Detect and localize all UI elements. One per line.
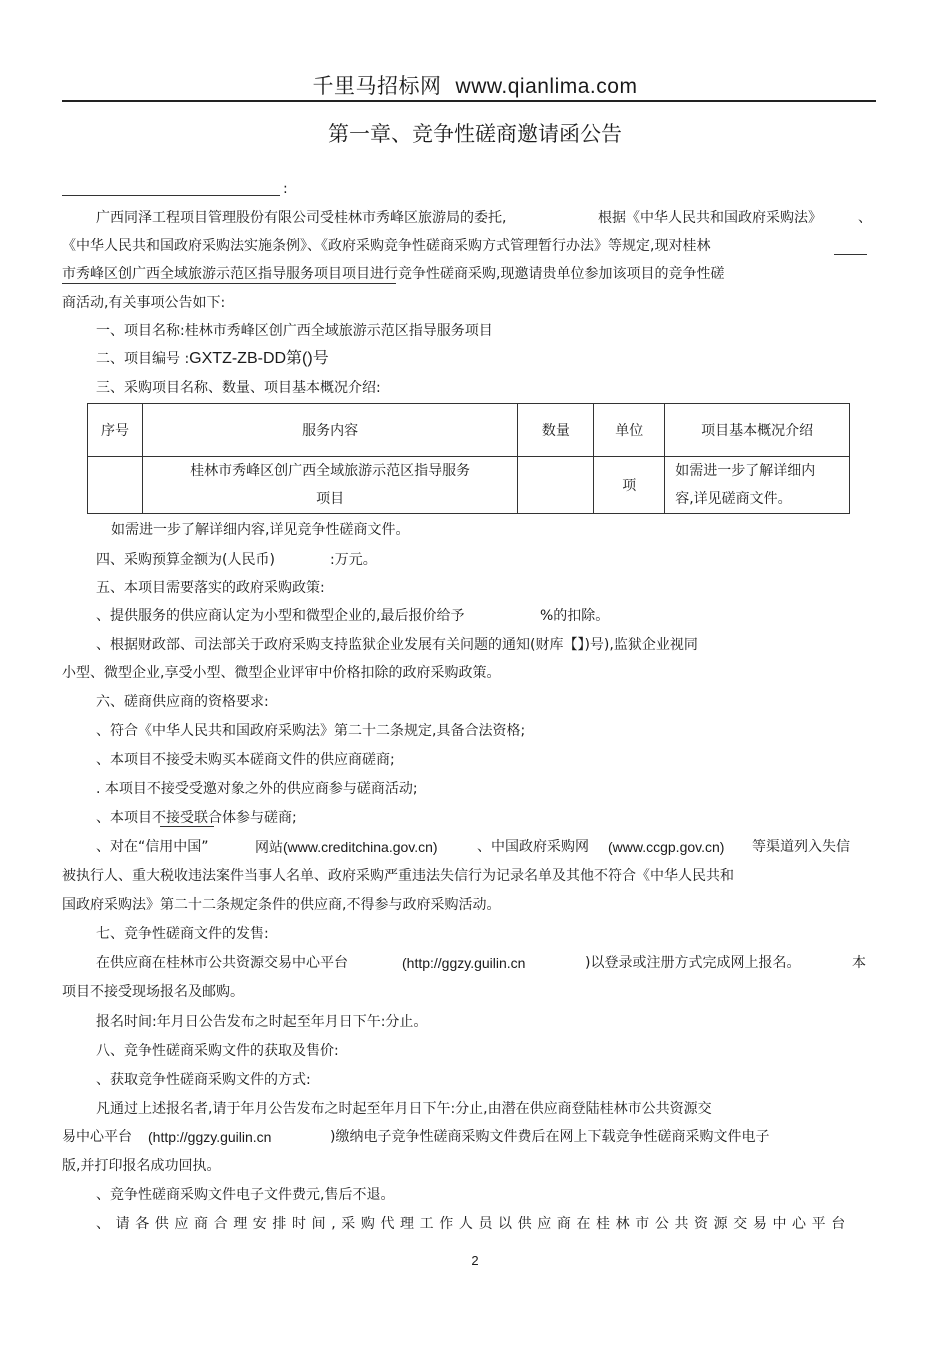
project-number-code: GXTZ-ZB-DD第()号 [189, 350, 329, 367]
addressee-blank-line [62, 195, 280, 196]
registration-a: 在供应商在桂林市公共资源交易中心平台 [96, 955, 348, 971]
section-6-heading: 六、磋商供应商的资格要求: [96, 694, 269, 710]
row-qty-cell [518, 457, 594, 514]
acquisition-4: 、请各供应商合理安排时间,采购代理工作人员以供应商在桂林市公共资源交易中心平台 [96, 1216, 851, 1232]
table-header-row [88, 404, 850, 457]
row-unit-cell: 项 [594, 457, 665, 514]
acquisition-2-url: (http://ggzy.guilin.cn [148, 1129, 272, 1145]
intro-line-1a: 广西同泽工程项目管理股份有限公司受桂林市秀峰区旅游局的委托, [96, 210, 507, 226]
registration-d: 本 [852, 955, 866, 971]
desc-line-2: 容,详见磋商文件。 [675, 491, 792, 507]
qualification-4-underline [160, 826, 214, 827]
qualification-5c: 、中国政府采购网 [477, 839, 589, 855]
document-header [0, 70, 950, 100]
section-3-heading: 三、采购项目名称、数量、项目基本概况介绍: [96, 380, 381, 396]
intro-line-4: 商活动,有关事项公告如下: [62, 295, 226, 311]
registration-c: )以登录或注册方式完成网上报名。 [585, 955, 801, 971]
section-2-project-number [96, 350, 329, 368]
intro-line-1c: 、 [858, 210, 872, 226]
table-header-cell: 服务内容 [142, 404, 517, 457]
qualification-5a: 、对在“信用中国” [96, 839, 209, 855]
table-header-cell: 单位 [594, 404, 665, 457]
registration-time: 报名时间:年月日公告发布之时起至年月日下午:分止。 [96, 1014, 428, 1030]
qualification-3: . 本项目不接受受邀对象之外的供应商参与磋商活动; [96, 781, 418, 797]
qualification-5-line-2: 被执行人、重大税收违法案件当事人名单、政府采购严重违法失信行为记录名单及其他不符合《中华人民共和 [62, 868, 734, 884]
table-row [88, 457, 850, 514]
policy-2-line-1: 、根据财政部、司法部关于政府采购支持监狱企业发展有关问题的通知(财库【】)号),监狱企业视同 [96, 637, 698, 653]
qualification-5e: 等渠道列入失信 [752, 839, 850, 855]
table-header-cell: 数量 [518, 404, 594, 457]
acquisition-3: 、竞争性磋商采购文件电子文件费元,售后不退。 [96, 1187, 395, 1203]
policy-1b: %的扣除。 [540, 608, 610, 624]
acquisition-2-line-1: 凡通过上述报名者,请于年月公告发布之时起至年月日下午:分止,由潜在供应商登陆桂林市公共资源交 [96, 1101, 712, 1117]
qualification-2: 、本项目不接受未购买本磋商文件的供应商磋商; [96, 752, 395, 768]
header-divider [62, 100, 876, 102]
site-url: www.qianlima.com [455, 75, 638, 98]
acquisition-2a: 易中心平台 [62, 1129, 132, 1145]
procurement-items-table [87, 403, 850, 514]
after-table-note: 如需进一步了解详细内容,详见竞争性磋商文件。 [111, 522, 410, 538]
table-header-cell: 项目基本概况介绍 [665, 404, 850, 457]
chapter-title: 第一章、竞争性磋商邀请函公告 [328, 122, 622, 146]
acquisition-2-line-3: 版,并打印报名成功回执。 [62, 1158, 221, 1174]
page-number: 2 [471, 1253, 479, 1268]
row-service-cell [142, 457, 517, 514]
qualification-5-line-3: 国政府采购法》第二十二条规定条件的供应商,不得参与政府采购活动。 [62, 897, 501, 913]
policy-2-line-2: 小型、微型企业,享受小型、微型企业评审中价格扣除的政府采购政策。 [62, 665, 501, 681]
addressee-colon: : [283, 181, 288, 197]
acquisition-2c: )缴纳电子竞争性磋商采购文件费后在网上下载竞争性磋商采购文件电子 [330, 1129, 770, 1145]
qualification-5b: 网站(www.creditchina.gov.cn) [255, 839, 438, 855]
section-4-budget-b: :万元。 [330, 552, 377, 568]
intro-underline [62, 283, 396, 284]
site-name: 千里马招标网 [312, 74, 442, 98]
section-4-budget-a: 四、采购预算金额为(人民币) [96, 552, 275, 568]
registration-url: (http://ggzy.guilin.cn [402, 955, 526, 971]
row-seq-cell [88, 457, 143, 514]
intro-line-1b: 根据《中华人民共和国政府采购法》 [598, 210, 822, 226]
desc-line-1: 如需进一步了解详细内 [675, 463, 816, 479]
intro-line-3: 市秀峰区创广西全域旅游示范区指导服务项目项目进行竞争性磋商采购,现邀请贵单位参加该项目的竞争性磋 [62, 266, 725, 282]
section-8-heading: 八、竞争性磋商采购文件的获取及售价: [96, 1043, 339, 1059]
section-7-heading: 七、竞争性磋商文件的发售: [96, 926, 269, 942]
registration-line-2: 项目不接受现场报名及邮购。 [62, 984, 244, 1000]
intro-line-2: 《中华人民共和国政府采购法实施条例》、《政府采购竞争性磋商采购方式管理暂行办法》等规定,现对桂林 [62, 238, 711, 254]
qualification-5d: (www.ccgp.gov.cn) [608, 839, 725, 855]
qualification-4: 、本项目不接受联合体参与磋商; [96, 810, 297, 826]
qualification-1: 、符合《中华人民共和国政府采购法》第二十二条规定,具备合法资格; [96, 723, 526, 739]
row-desc-cell [665, 457, 850, 514]
table-header-cell: 序号 [88, 404, 143, 457]
service-line-2: 项目 [316, 491, 345, 507]
project-number-label: 二、项目编号 : [96, 351, 190, 367]
policy-1a: 、提供服务的供应商认定为小型和微型企业的,最后报价给予 [96, 608, 465, 624]
acquisition-1: 、获取竞争性磋商采购文件的方式: [96, 1072, 311, 1088]
section-1-project-name: 一、项目名称:桂林市秀峰区创广西全域旅游示范区指导服务项目 [96, 323, 493, 339]
intro-blank-line [834, 254, 867, 255]
section-5-heading: 五、本项目需要落实的政府采购政策: [96, 580, 325, 596]
service-line-1: 桂林市秀峰区创广西全域旅游示范区指导服务 [190, 463, 471, 479]
